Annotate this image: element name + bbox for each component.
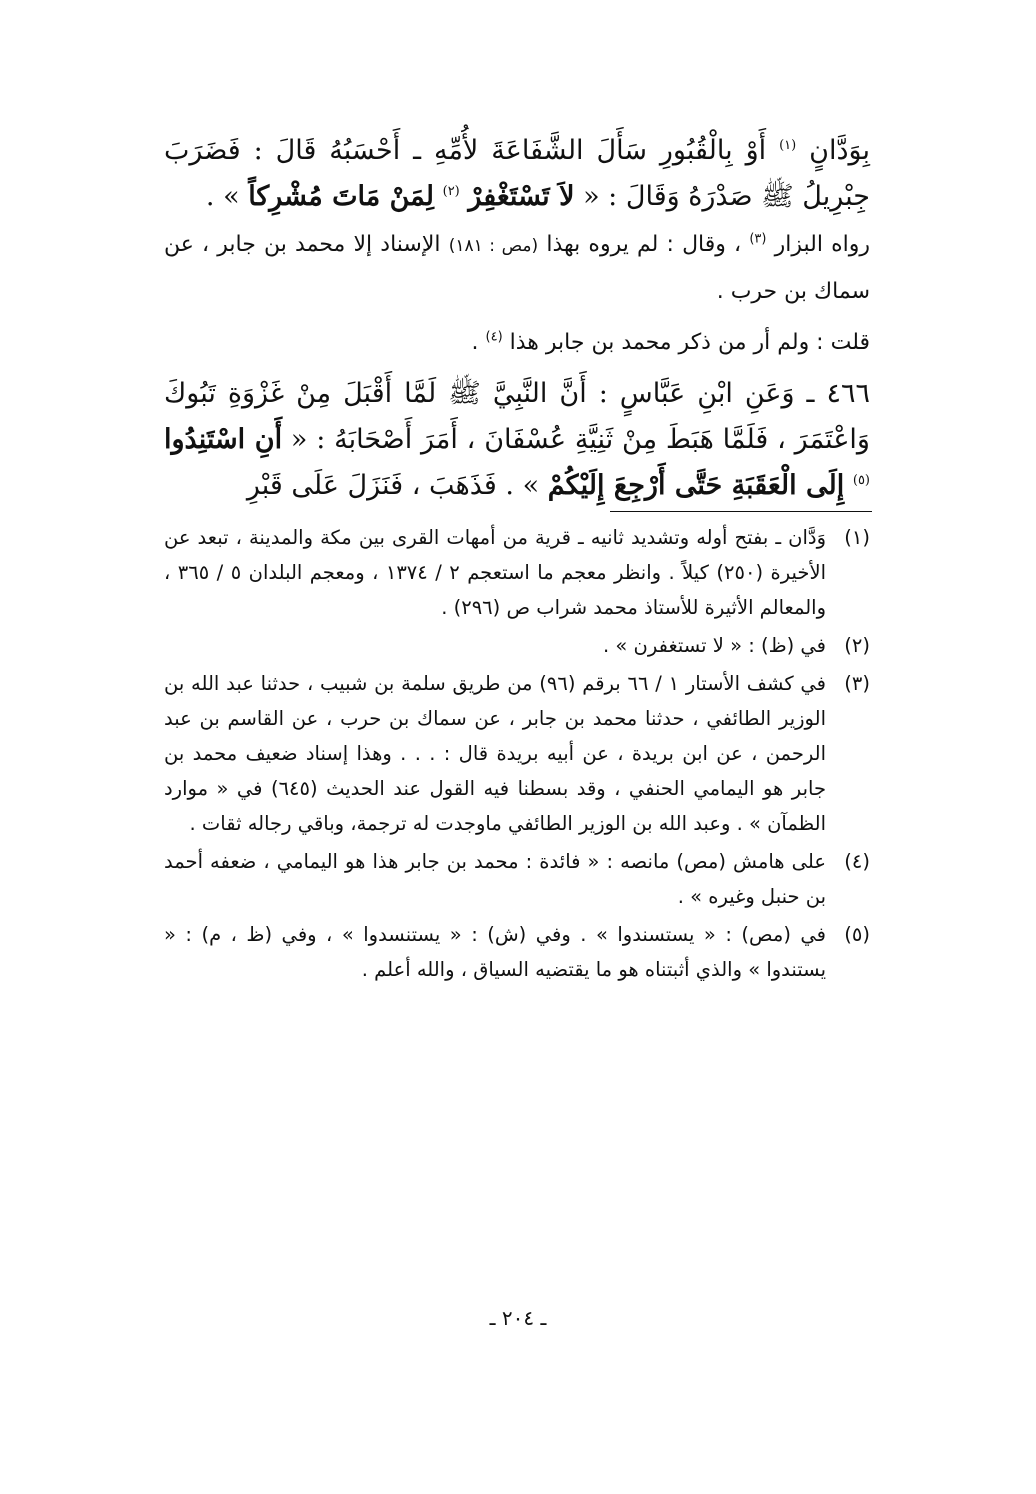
text-segment: الإسناد إلا محمد بن جابر ، عن سماك بن حرب . [164, 232, 870, 304]
footnote-number: (٢) [844, 634, 870, 657]
emphasized-text: أَنِ اسْتَنِدُوا [164, 424, 283, 455]
footnotes-section [164, 520, 870, 987]
footnote-item [164, 844, 870, 914]
text-segment: رواه البزار [774, 232, 871, 257]
footnote-number: (١) [844, 526, 870, 549]
footnote-item [164, 666, 870, 841]
footnote-number: (٣) [844, 672, 870, 695]
page-number: ـ ٢٠٤ ـ [489, 1306, 547, 1330]
narration-paragraph [164, 222, 870, 314]
text-segment: بِوَدَّانٍ [809, 135, 870, 166]
emphasized-text: لِمَنْ مَاتَ مُشْرِكاً [248, 181, 435, 212]
manuscript-marker: (مص : ١٨١) [448, 236, 539, 256]
text-segment: » . فَذَهَبَ ، فَنَزَلَ عَلَى قَبْرِ [246, 470, 540, 501]
page-body [164, 128, 870, 990]
footnote-number: (٤) [844, 850, 870, 873]
footnote-item [164, 520, 870, 625]
footnote-divider [610, 511, 872, 512]
footnote-ref-2[interactable]: (٢) [442, 184, 460, 199]
text-segment: أَوْ بِالْقُبُورِ سَأَلَ الشَّفَاعَةَ لأُمِّهِ ـ أَحْسَبُهُ قَالَ : فَضَرَبَ جِبْرِيلُ ﷺ صَدْرَهُ وَقَالَ : « [164, 135, 870, 212]
footnote-ref-1[interactable]: (١) [779, 138, 797, 153]
text-segment: . [471, 330, 479, 355]
hadith-466 [164, 371, 870, 509]
hadith-continuation [164, 128, 870, 220]
footnote-item [164, 628, 870, 663]
text-segment: ٤٦٦ ـ وَعَنِ ابْنِ عَبَّاسٍ : أَنَّ النَّبِيَّ ﷺ لَمَّا أَقْبَلَ مِنْ غَزْوَةِ تَبُوكَ وَاعْتَمَرَ ، فَلَمَّا هَبَطَ مِنْ ثَنِيَّةِ عُسْفَانَ ، أَمَرَ أَصْحَابَهُ : « [164, 378, 870, 455]
footnote-ref-4[interactable]: (٤) [485, 329, 503, 345]
text-segment: ، وقال : لم يروه بهذا [546, 232, 742, 257]
footnote-item [164, 917, 870, 987]
text-segment: » . [205, 181, 240, 212]
footnote-text: في (مص) : « يستسندوا » . وفي (ش) : « يستنسدوا » ، وفي (ظ ، م) : « يستندوا » والذي أثبتناه هو ما يقتضيه السياق ، والله أعلم . [164, 923, 826, 981]
footnote-number: (٥) [844, 923, 870, 946]
footnote-text: على هامش (مص) مانصه : « فائدة : محمد بن جابر هذا هو اليمامي ، ضعفه أحمد بن حنبل وغيره » . [164, 850, 826, 908]
comment-paragraph [164, 320, 870, 365]
footnote-text: في كشف الأستار ١ / ٦٦ برقم (٩٦) من طريق سلمة بن شبيب ، حدثنا عبد الله بن الوزير الطائفي ، حدثنا محمد بن جابر ، عن سماك بن حرب ، عن القاسم بن عبد الرحمن ، عن ابن بريدة ، عن أبيه بريدة قال : . . . وهذا إسناد ضعيف محمد بن جابر هو اليمامي الحنفي ، وقد بسطنا فيه القول عند الحديث (٦٤٥) في « موارد الظمآن » . وعبد الله بن الوزير الطائفي ماوجدت له ترجمة، وباقي رجاله ثقات . [164, 672, 827, 835]
footnote-text: وَدَّان ـ بفتح أوله وتشديد ثانيه ـ قرية من أمهات القرى بين مكة والمدينة ، تبعد عن الأخيرة (٢٥٠) كيلاً . وانظر معجم ما استعجم ٢ / ١٣٧٤ ، ومعجم البلدان ٥ / ٣٦٥ ، والمعالم الأثيرة للأستاذ محمد شراب ص (٢٩٦) . [164, 526, 826, 619]
emphasized-text: إِلَى الْعَقَبَةِ حَتَّى أَرْجِعَ إِلَيْكُمْ [547, 470, 845, 501]
text-segment: قلت : ولم أر من ذكر محمد بن جابر هذا [509, 330, 870, 355]
emphasized-text: لاَ تَسْتَغْفِرْ [468, 181, 575, 212]
footnote-text: في (ظ) : « لا تستغفرن » . [602, 634, 826, 657]
footnote-ref-3[interactable]: (٣) [749, 231, 767, 247]
footnote-ref-5[interactable]: (٥) [852, 473, 870, 488]
